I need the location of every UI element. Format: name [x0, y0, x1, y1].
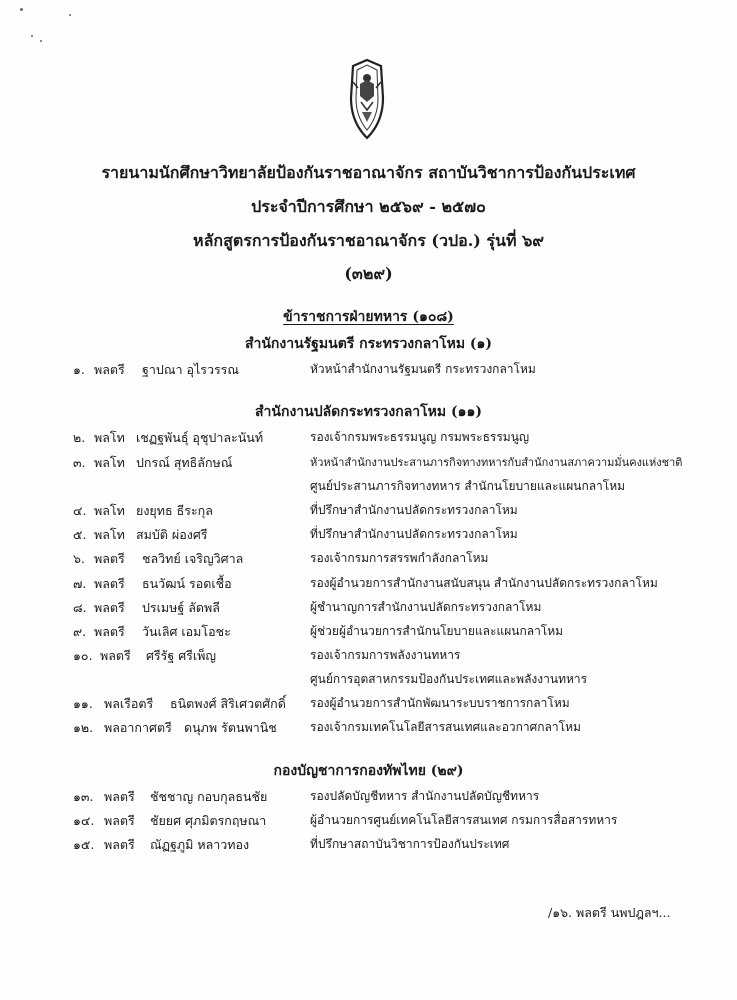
item-number: ๑๑.	[73, 696, 93, 711]
item-position: หัวหน้าสำนักงานประสานภารกิจทางทหารกับสำนักงานสภาความมั่นคงแห่งชาติ	[310, 456, 683, 469]
group-heading: กองบัญชาการกองทัพไทย (๒๙)	[273, 763, 464, 779]
item-rank: พลตรี	[94, 576, 125, 591]
list-item	[0, 549, 737, 571]
item-position: รองปลัดบัญชีทหาร สำนักงานปลัดบัญชีทหาร	[310, 789, 540, 803]
item-name: สมบัติ ผ่องศรี	[136, 527, 208, 542]
item-number: ๔.	[73, 503, 87, 518]
list-item	[0, 787, 737, 809]
item-number: ๑๕.	[73, 837, 95, 852]
item-rank: พลตรี	[94, 600, 125, 615]
list-item	[0, 525, 737, 547]
item-position: หัวหน้าสำนักงานรัฐมนตรี กระทรวงกลาโหม	[310, 362, 536, 376]
academic-year: ประจำปีการศึกษา ๒๕๖๙ - ๒๕๗๐	[251, 197, 486, 216]
list-item-continuation	[0, 477, 737, 499]
item-rank: พลตรี	[104, 837, 135, 852]
item-number: ๙.	[73, 624, 87, 639]
item-rank: พลตรี	[94, 551, 125, 566]
list-item-continuation	[0, 670, 737, 692]
item-rank: พลตรี	[104, 789, 135, 804]
item-name: ชลวิทย์ เจริญวิศาล	[142, 551, 244, 566]
item-position: ที่ปรึกษาสำนักงานปลัดกระทรวงกลาโหม	[310, 503, 518, 517]
item-name: ณัฏฐภูมิ หลาวทอง	[150, 837, 250, 852]
list-item	[0, 694, 737, 716]
item-position: ผู้ช่วยผู้อำนวยการสำนักนโยบายและแผนกลาโหม	[310, 624, 564, 638]
item-name: ชัยยศ ศุภมิตรกฤษณา	[150, 813, 267, 828]
item-name: ปรเมษฐ์ ลัดพลี	[142, 600, 220, 615]
total-count: (๓๒๙)	[344, 264, 393, 283]
item-number: ๓.	[73, 455, 86, 470]
item-rank: พลตรี	[94, 624, 125, 639]
group-heading: สำนักงานปลัดกระทรวงกลาโหม (๑๑)	[254, 404, 483, 420]
item-rank: พลตรี	[100, 648, 131, 663]
item-position: รองเจ้ากรมการพลังงานทหาร	[310, 648, 461, 662]
item-name: ยงยุทธ ธีระกุล	[136, 503, 213, 518]
item-name: ฐาปณา อุไรวรรณ	[142, 362, 239, 377]
item-number: ๒.	[73, 430, 86, 445]
item-number: ๑๓.	[73, 789, 94, 804]
item-number: ๑.	[73, 362, 85, 377]
item-name: ดนุภพ รัตนพานิช	[184, 720, 277, 735]
list-item	[0, 622, 737, 644]
item-rank: พลตรี	[104, 813, 135, 828]
item-number: ๑๔.	[73, 813, 95, 828]
item-rank: พลโท	[94, 503, 125, 518]
item-position: ผู้ชำนาญการสำนักงานปลัดกระทรวงกลาโหม	[310, 600, 542, 614]
section-heading-text: ข้าราชการฝ่ายทหาร (๑๐๘)	[283, 309, 454, 325]
list-item	[0, 835, 737, 857]
item-number: ๘.	[73, 600, 87, 615]
list-item	[0, 811, 737, 833]
scan-speck	[31, 35, 33, 37]
item-rank: พลโท	[94, 527, 125, 542]
list-item	[0, 646, 737, 668]
item-number: ๖.	[73, 551, 85, 566]
item-position: รองเจ้ากรมการสรรพกำลังกลาโหม	[310, 551, 489, 565]
item-position: รองผู้อำนวยการสำนักงานสนับสนุน สำนักงานปลัดกระทรวงกลาโหม	[310, 576, 658, 590]
item-name: ศรีรัฐ ศรีเพ็ญ	[146, 648, 217, 663]
item-name: ปกรณ์ สุทธิลักษณ์	[136, 455, 233, 470]
garuda-emblem-icon	[347, 58, 387, 140]
list-item	[0, 360, 737, 382]
list-item	[0, 428, 737, 450]
page-continuation-note: /๑๖. พลตรี นพปฎลฯ...	[548, 905, 671, 920]
section-heading	[0, 306, 737, 328]
item-position: รองเจ้ากรมพระธรรมนูญ กรมพระธรรมนูญ	[310, 430, 530, 444]
item-number: ๕.	[73, 527, 87, 542]
item-rank: พลอากาศตรี	[104, 720, 172, 735]
item-name: ธนิตพงศ์ สิริเศวตศักดิ์	[170, 696, 286, 711]
item-rank: พลตรี	[94, 362, 125, 377]
course-name: หลักสูตรการป้องกันราชอาณาจักร (วปอ.) รุ่นที่ ๖๙	[193, 231, 544, 250]
item-name: ชัชชาญ กอบกุลธนชัย	[150, 789, 268, 804]
list-item	[0, 574, 737, 596]
item-number: ๗.	[73, 576, 87, 591]
item-name: เชฏฐพันธุ์ อุชุปาละนันท์	[136, 430, 264, 445]
item-position: ที่ปรึกษาสำนักงานปลัดกระทรวงกลาโหม	[310, 527, 518, 541]
item-position: ที่ปรึกษาสถาบันวิชาการป้องกันประเทศ	[310, 837, 510, 851]
scan-speck	[40, 40, 42, 42]
item-position: ศูนย์ประสานภารกิจทางทหาร สำนักนโยบายและแผนกลาโหม	[310, 479, 626, 493]
item-rank: พลเรือตรี	[104, 696, 154, 711]
scan-speck	[69, 14, 71, 16]
item-position: รองเจ้ากรมเทคโนโลยีสารสนเทศและอวกาศกลาโหม	[310, 720, 581, 734]
item-rank: พลโท	[94, 430, 125, 445]
scan-speck	[20, 8, 23, 11]
item-number: ๑๐.	[73, 648, 93, 663]
item-name: วันเลิศ เอมโอชะ	[142, 624, 231, 639]
document-title: รายนามนักศึกษาวิทยาลัยป้องกันราชอาณาจักร สถาบันวิชาการป้องกันประเทศ	[101, 163, 636, 182]
list-item	[0, 501, 737, 523]
list-item	[0, 598, 737, 620]
list-item	[0, 718, 737, 740]
item-rank: พลโท	[94, 455, 125, 470]
list-item	[0, 453, 737, 475]
item-position: ผู้อำนวยการศูนย์เทคโนโลยีสารสนเทศ กรมการสื่อสารทหาร	[310, 813, 618, 827]
group-heading: สำนักงานรัฐมนตรี กระทรวงกลาโหม (๑)	[244, 336, 493, 352]
item-number: ๑๒.	[73, 720, 94, 735]
item-name: ธนวัฒน์ รอดเชื้อ	[142, 576, 232, 591]
item-position: รองผู้อำนวยการสำนักพัฒนาระบบราชการกลาโหม	[310, 696, 570, 710]
item-position: ศูนย์การอุตสาหกรรมป้องกันประเทศและพลังงานทหาร	[310, 672, 588, 686]
